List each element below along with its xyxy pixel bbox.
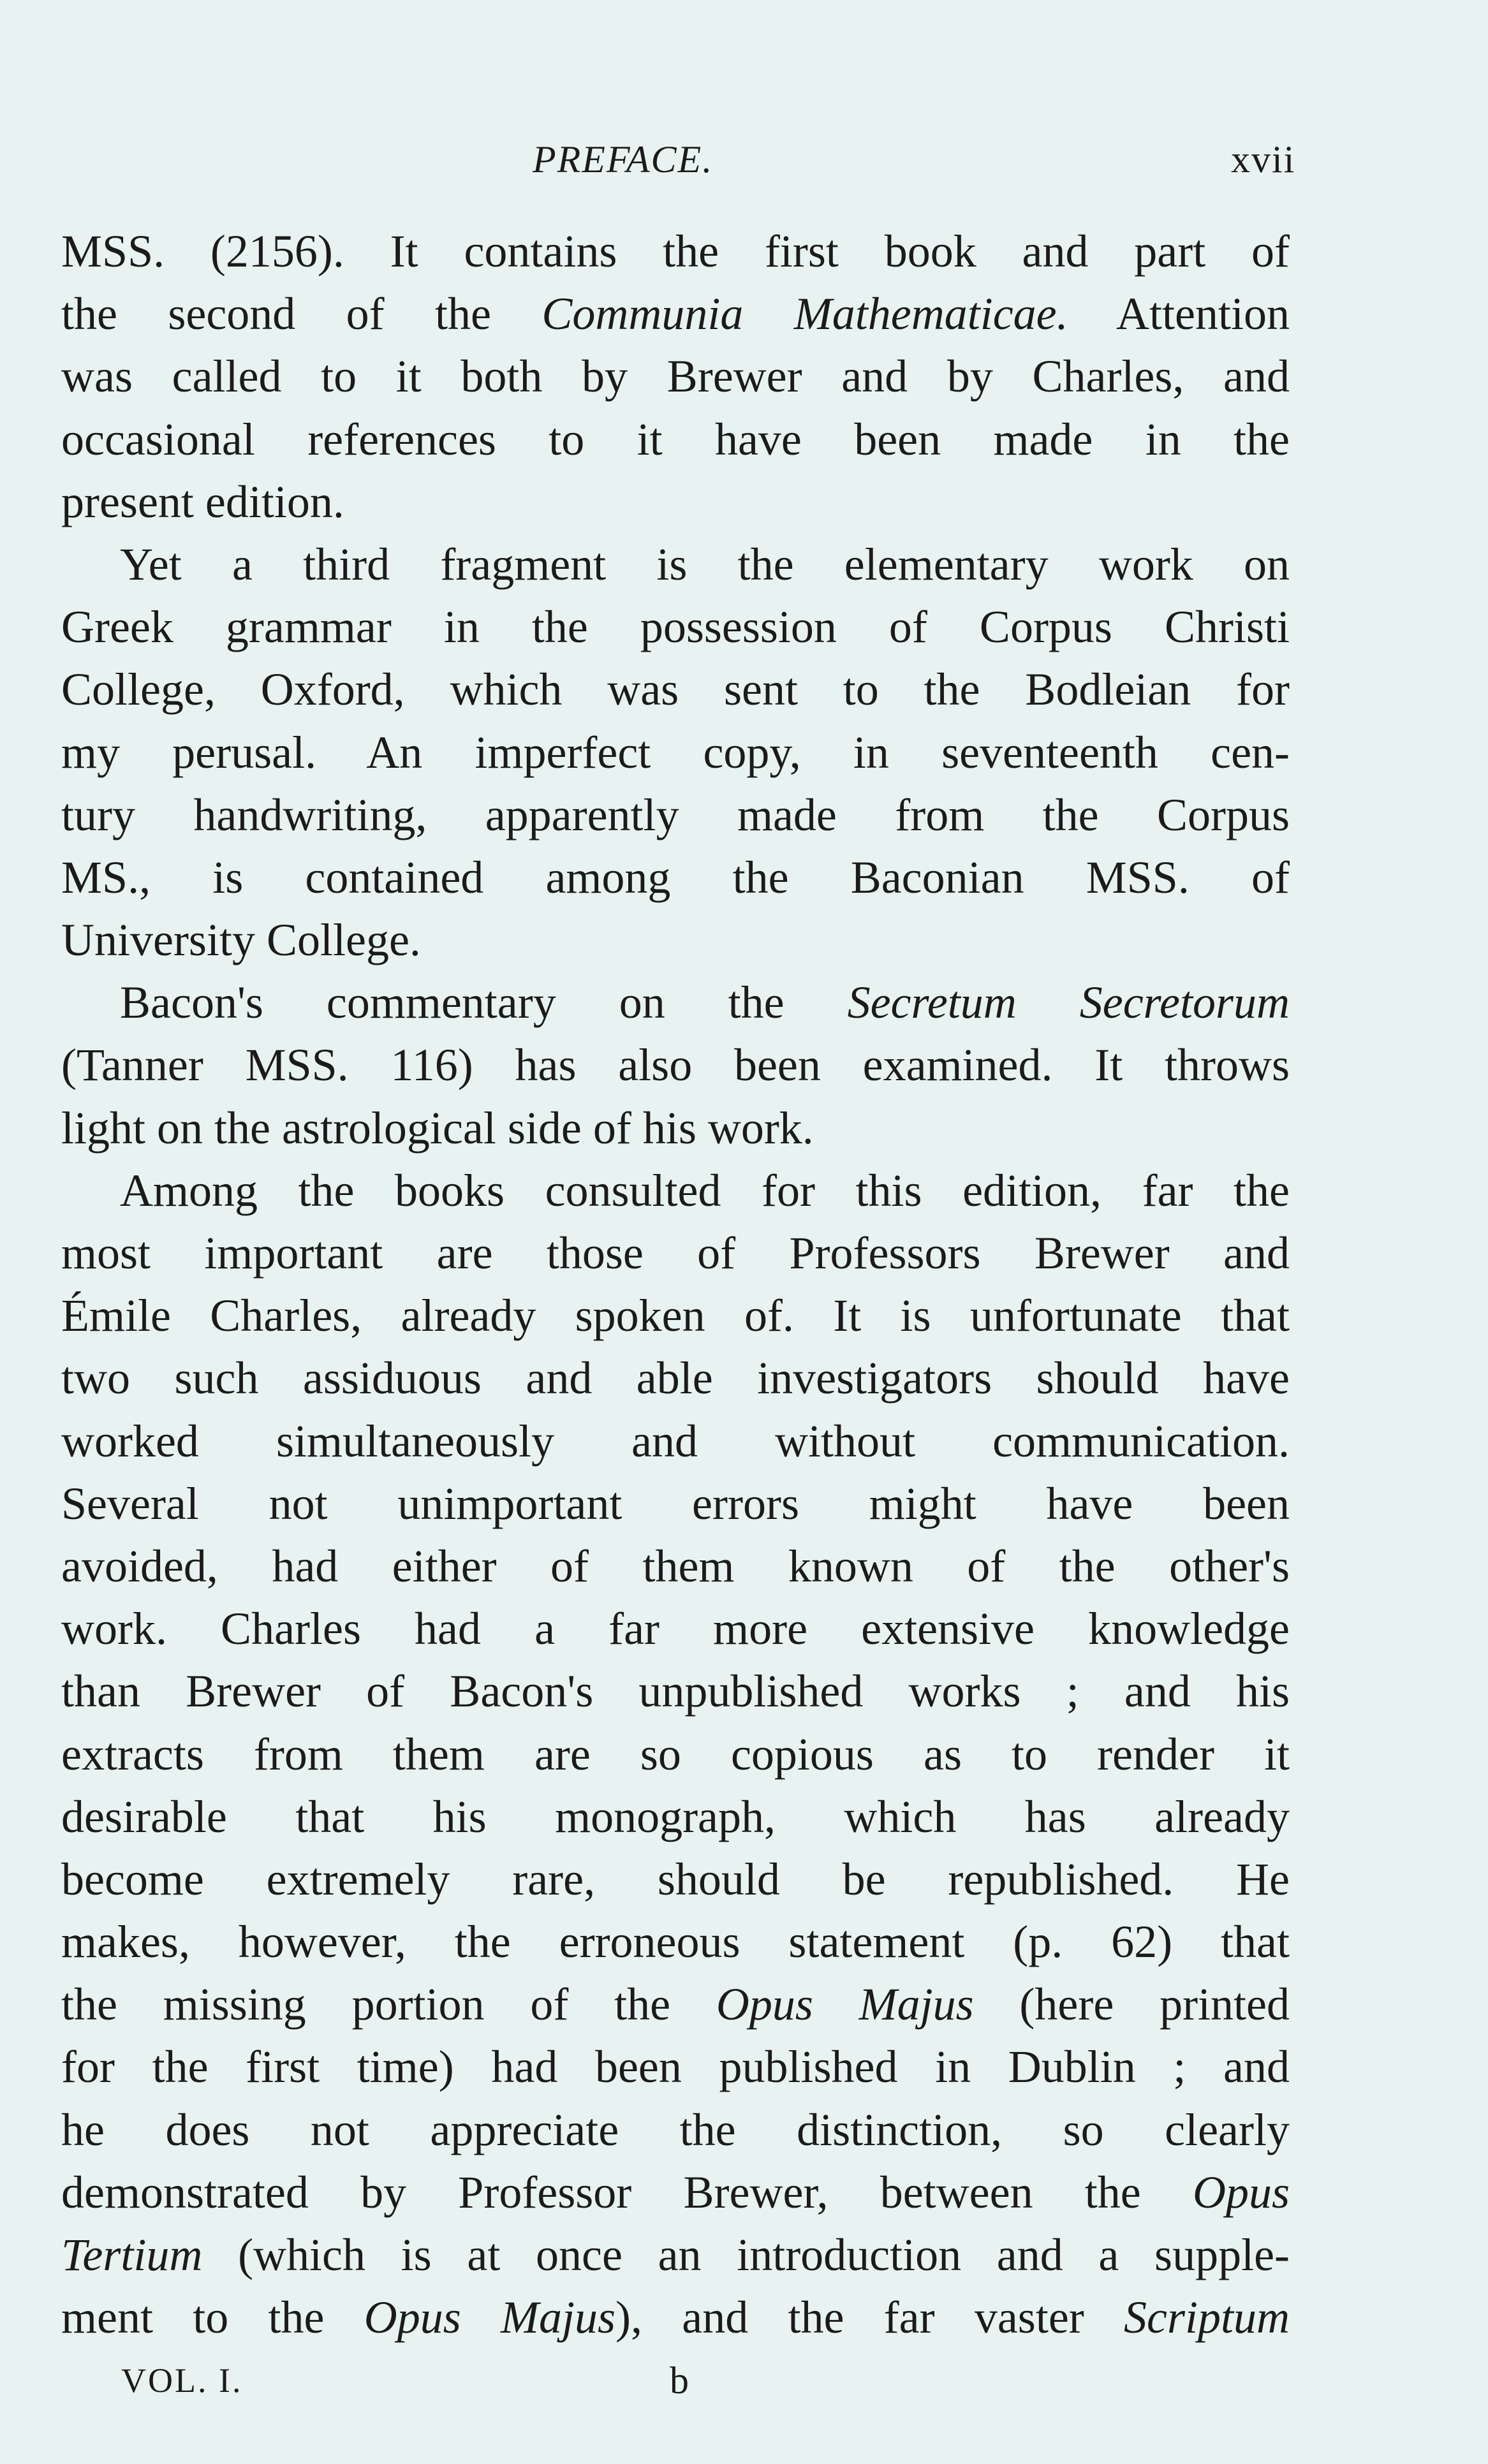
italic-text: Opus (1192, 2166, 1290, 2218)
text-line (61, 1910, 1290, 1973)
text-segment: College, Oxford, which was sent to the Bodleian for (61, 664, 1290, 715)
text-line (61, 345, 1290, 407)
text-segment: demonstrated by Professor Brewer, between the (61, 2166, 1193, 2218)
text-line (61, 658, 1290, 721)
text-line (61, 909, 1290, 971)
running-title: PREFACE. (533, 138, 714, 180)
text-line (61, 1660, 1290, 1722)
text-segment: become extremely rare, should be republished. He (61, 1853, 1290, 1905)
text-segment: Attention (1068, 288, 1290, 340)
text-line (61, 2224, 1290, 2286)
text-segment: MSS. (2156). It contains the first book and part of (61, 226, 1290, 277)
text-segment: he does not appreciate the distinction, so clearly (61, 2104, 1290, 2155)
text-segment: Several not unimportant errors might have been (61, 1478, 1290, 1529)
text-segment: Among the books consulted for this edition, far the (120, 1164, 1290, 1216)
text-line (61, 1848, 1290, 1910)
text-segment: than Brewer of Bacon's unpublished works ; and his (61, 1666, 1290, 1717)
italic-text: Opus Majus (364, 2292, 615, 2343)
body-text (61, 220, 1290, 2349)
text-segment: worked simultaneously and without communication. (61, 1415, 1290, 1467)
text-line (61, 2099, 1290, 2161)
text-segment: desirable that his monograph, which has already (61, 1791, 1290, 1842)
text-line (61, 1097, 1290, 1159)
text-line (61, 1410, 1290, 1472)
text-line (61, 2286, 1290, 2349)
text-line (61, 1723, 1290, 1786)
text-line (61, 1472, 1290, 1535)
text-segment: extracts from them are so copious as to render it (61, 1728, 1290, 1780)
text-line (61, 784, 1290, 846)
italic-text: Scriptum (1124, 2292, 1290, 2343)
text-segment: work. Charles had a far more extensive knowledge (61, 1603, 1290, 1655)
text-line (61, 1786, 1290, 1848)
text-segment: was called to it both by Brewer and by Charles, and (61, 351, 1290, 402)
text-line (61, 471, 1290, 533)
volume-label: VOL. I. (121, 2361, 243, 2400)
text-segment: light on the astrological side of his work. (61, 1102, 814, 1154)
text-line (61, 721, 1290, 784)
text-segment: University College. (61, 914, 421, 966)
text-segment: (Tanner MSS. 116) has also been examined. It throws (61, 1039, 1290, 1091)
text-line (61, 1159, 1290, 1222)
text-segment: Greek grammar in the possession of Corpus Christi (61, 601, 1290, 653)
text-segment: Émile Charles, already spoken of. It is unfortunate that (61, 1290, 1290, 1342)
text-segment: tury handwriting, apparently made from the Corpus (61, 789, 1290, 840)
text-line (61, 408, 1290, 471)
text-line (61, 846, 1290, 909)
text-segment: ), and the far vaster (615, 2292, 1124, 2343)
italic-text: Tertium (61, 2229, 203, 2280)
text-segment: for the first time) had been published in Dublin ; and (61, 2041, 1290, 2093)
text-segment: two such assiduous and able investigators should have (61, 1353, 1290, 1404)
text-segment: most important are those of Professors Brewer and (61, 1228, 1290, 1279)
text-segment: Bacon's commentary on the (120, 977, 848, 1029)
text-segment: my perusal. An imperfect copy, in seventeenth cen- (61, 726, 1290, 778)
text-line (61, 2161, 1290, 2224)
text-line (61, 220, 1290, 282)
text-line (61, 533, 1290, 596)
text-line (61, 1535, 1290, 1597)
text-line (61, 1284, 1290, 1347)
italic-text: Secretum Secretorum (847, 977, 1290, 1029)
text-line (61, 282, 1290, 345)
text-segment: MS., is contained among the Baconian MSS. of (61, 851, 1290, 903)
text-segment: the second of the (61, 288, 542, 340)
text-segment: (which is at once an introduction and a supple- (202, 2229, 1290, 2280)
text-segment: ment to the (61, 2292, 364, 2343)
text-segment: Yet a third fragment is the elementary work on (120, 538, 1290, 590)
text-line (61, 1973, 1290, 2035)
text-line (61, 971, 1290, 1034)
italic-text: Opus Majus (716, 1979, 974, 2030)
text-segment: makes, however, the erroneous statement (p. 62) that (61, 1916, 1290, 1968)
text-line (61, 1034, 1290, 1096)
text-segment: occasional references to it have been made in the (61, 413, 1290, 465)
text-line (61, 596, 1290, 658)
text-segment: (here printed (973, 1979, 1290, 2030)
text-line (61, 1347, 1290, 1409)
page-number: xvii (1231, 138, 1296, 180)
italic-text: Communia Mathematicae. (541, 288, 1068, 340)
text-line (61, 1597, 1290, 1660)
text-segment: avoided, had either of them known of the other's (61, 1540, 1290, 1592)
text-segment: the missing portion of the (61, 1979, 716, 2030)
text-line (61, 1222, 1290, 1284)
text-line (61, 2035, 1290, 2098)
signature-mark: b (670, 2359, 689, 2402)
text-segment: present edition. (61, 476, 344, 527)
